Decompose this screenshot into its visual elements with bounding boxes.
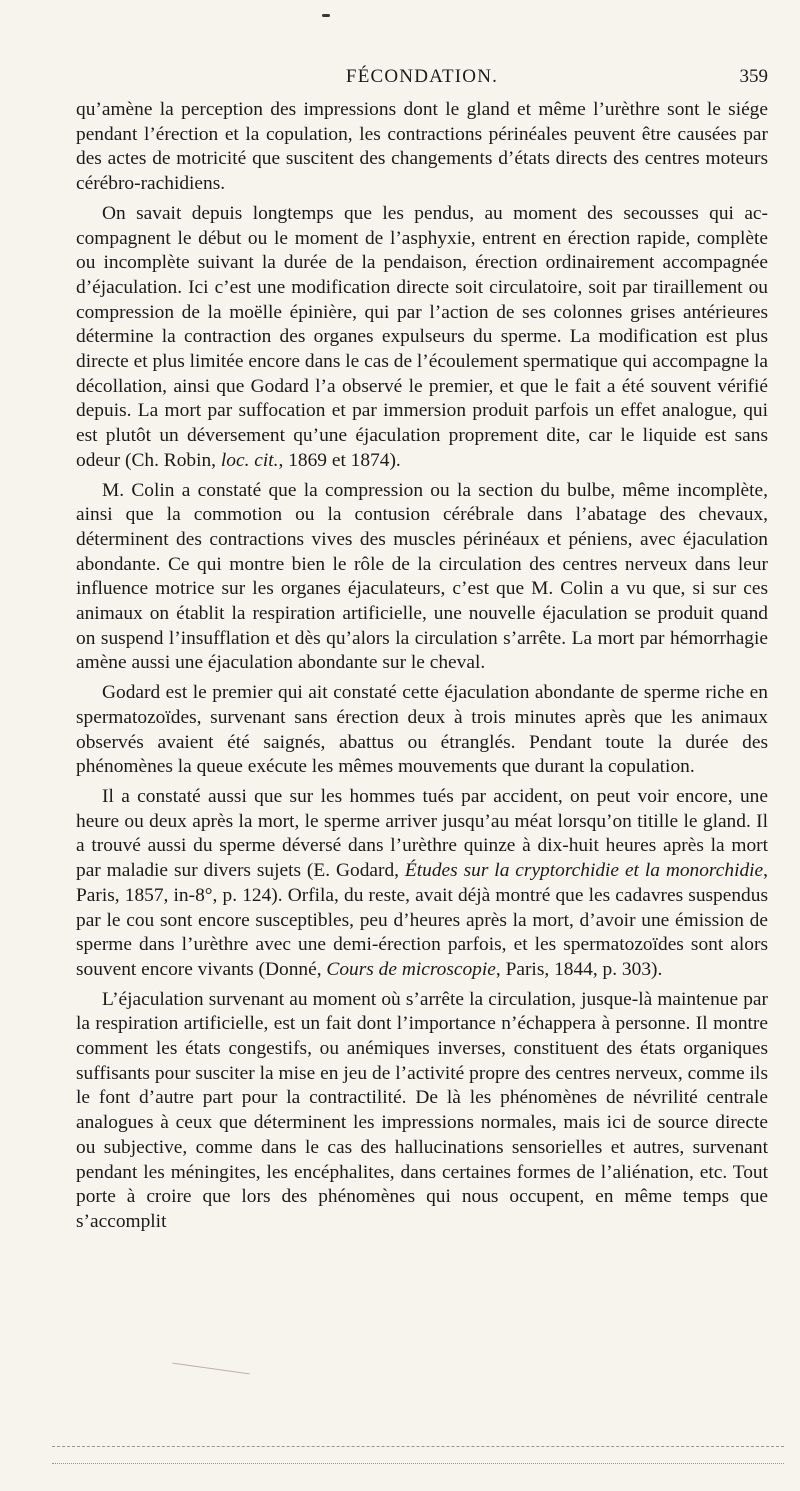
italic-citation: loc. cit. bbox=[220, 449, 279, 471]
text-run: Il a constaté aussi que sur les hommes tués par accident, on peut voir encore, une heure ou deux après la mort, le sperme arriver jusqu’au méat lorsqu’on titille le gland. Il a trouvé aussi du sperme déversé dans l’urèthre quinze à dix-huit heures après la mort par maladie sur divers sujets (E. Godard, bbox=[76, 785, 768, 882]
italic-citation: Cours de microscopie bbox=[326, 958, 496, 980]
italic-citation: Études sur la cryptorchidie et la monorchidie bbox=[404, 860, 764, 882]
paragraph bbox=[76, 479, 768, 677]
footer-rule bbox=[52, 1463, 784, 1464]
paragraph bbox=[76, 988, 768, 1235]
paragraph bbox=[76, 202, 768, 474]
text-run: On savait depuis longtemps que les pendus, au moment des secousses qui accompagnent le début ou le moment de l’asphyxie, entrent en érection rapide, complète ou incomplète suivant la durée de la pendaison, érection ordinairement accompagnée d’éjaculation. Ici c’est une modification directe soit circulatoire, soit par tiraillement ou compression de la moëlle épinière, qui par l’action de ses colonnes grises antérieures détermine la contraction des organes expulseurs du sperme. La modification est plus directe et plus limitée encore dans le cas de l’écoulement spermatique qui accompagne la décollation, ainsi que Godard l’a observé le premier, et que le fait a été souvent vérifié depuis. La mort par suffocation et par immersion produit parfois un effet analogue, qui est plutôt un déversement qu’une éjaculation proprement dite, car le liquide est sans odeur (Ch. Robin, bbox=[76, 202, 768, 471]
text-run: , Paris, 1857, in-8°, p. 124). Orfila, du reste, avait déjà montré que les cadavres suspendus par le cou sont encore susceptibles, peu d’heures après la mort, d’avoir une émission de sperme dans l’urèthre avec une demi-érection parfois, et les spermatozoïdes sont alors souvent encore vivants (Donné, bbox=[76, 860, 768, 980]
paragraph bbox=[76, 785, 768, 983]
print-smudge bbox=[172, 1363, 249, 1375]
footer-rule bbox=[52, 1446, 784, 1447]
running-head bbox=[76, 66, 768, 90]
text-run: , Paris, 1844, p. 303). bbox=[495, 958, 663, 980]
text-run: M. Colin a constaté que la compression ou la section du bulbe, même incomplète, ainsi que la commotion ou la contusion cérébrale dans l’abatage des chevaux, déterminent des contractions vives des muscles périnéaux et péniens, avec éjaculation abondante. Ce qui montre bien le rôle de la circulation des centres nerveux dans leur influence motrice sur les organes éjaculateurs, c’est que M. Colin a vu que, si sur ces animaux on établit la respiration artificielle, une nouvelle éjaculation se produit quand on suspend l’insufflation et dès qu’alors la circulation s’arrête. La mort par hémorrhagie amène aussi une éjaculation abondante sur le cheval. bbox=[76, 479, 768, 674]
text-run: qu’amène la perception des impressions dont le gland et même l’urèthre sont le siége pendant l’érection et la copulation, les contractions périnéales peuvent être causées par des actes de motricité que suscitent des changements d’états directs des centres moteurs cérébro-rachidiens. bbox=[76, 99, 768, 195]
text-run: Godard est le premier qui ait constaté cette éjaculation abondante de sperme riche en spermatozoïdes, survenant sans érection deux à trois minutes après que les animaux observés avaient été saignés, abattus ou étranglés. Pendant toute la durée des phénomènes la queue exécute les mêmes mouvements que durant la copulation. bbox=[76, 682, 768, 778]
page-number: 359 bbox=[739, 66, 768, 87]
text-run: L’éjaculation survenant au moment où s’arrête la circulation, jusque-là maintenue par la respiration artificielle, est un fait dont l’importance n’échappera à personne. Il montre comment les états congestifs, ou anémiques inverses, constituent des états organiques suffisants pour susciter la mise en jeu de l’activité propre des centres nerveux, comme ils le font d’autre part pour la contractilité. De là les phénomènes de névrilité centrale analogues à ceux que déterminent les impressions normales, mais ici de source directe ou subjective, comme dans le cas des hallucinations sensorielles et autres, survenant pendant les méningites, les encéphalites, dans certaines formes de l’aliénation, etc. Tout porte à croire que lors des phénomènes qui nous occupent, en même temps que s’accomplit bbox=[76, 988, 768, 1232]
ink-speck bbox=[322, 14, 330, 17]
body-text bbox=[76, 98, 768, 1235]
paragraph bbox=[76, 681, 768, 780]
text-run: , 1869 et 1874). bbox=[278, 449, 401, 471]
running-title: FÉCONDATION. bbox=[345, 66, 499, 87]
paragraph bbox=[76, 98, 768, 197]
